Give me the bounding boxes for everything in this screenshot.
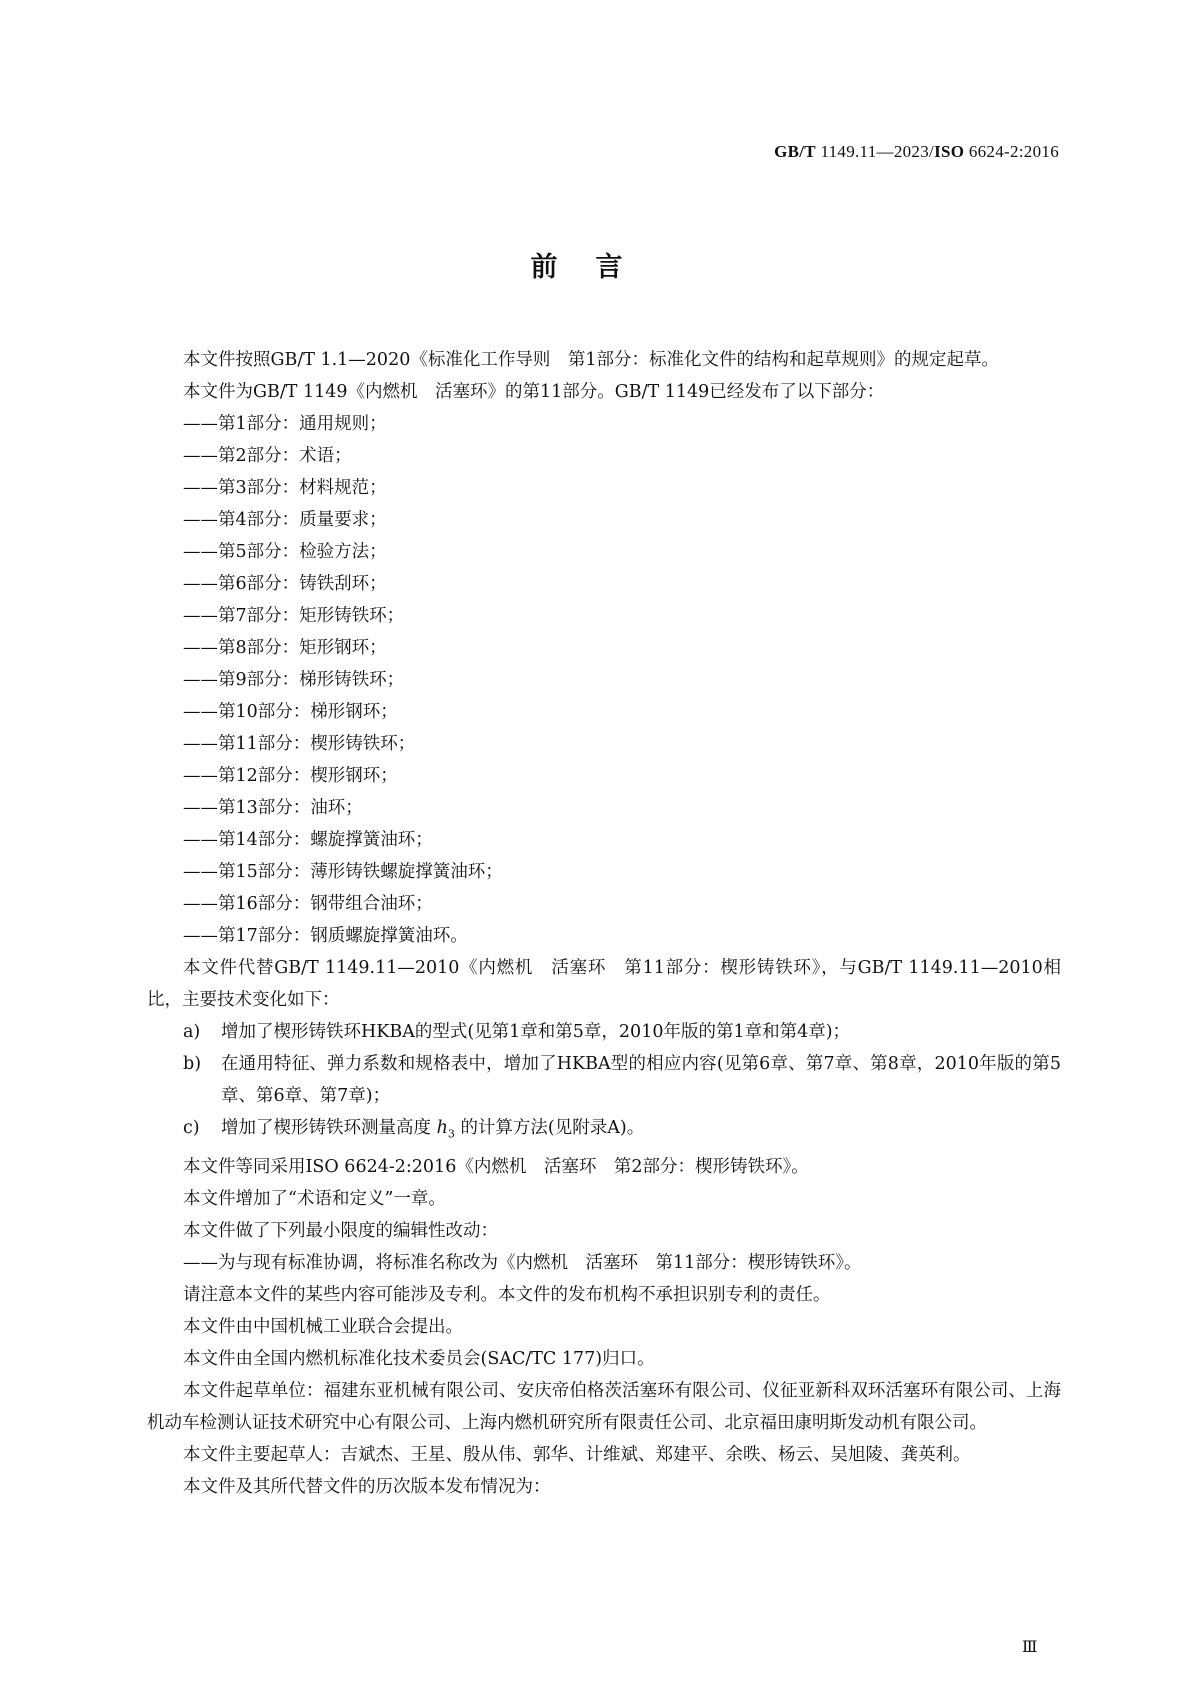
change-item-c — [147, 1112, 1061, 1151]
page-number: Ⅲ — [1022, 1639, 1038, 1656]
header-iso-number: 6624-2:2016 — [964, 142, 1059, 161]
change-marker: b) — [183, 1054, 202, 1074]
list-item-part: ——第3部分：材料规范； — [183, 478, 387, 498]
paragraph-drafting-rules: 本文件按照GB/T 1.1—2020《标准化工作导则 第1部分：标准化文件的结构和起草规则》的规定起草。 — [183, 350, 999, 370]
change-text-part: 增加了楔形铸铁环测量高度 — [221, 1118, 431, 1138]
change-item-b — [147, 1048, 1061, 1112]
list-item-editorial: ——为与现有标准协调，将标准名称改为《内燃机 活塞环 第11部分：楔形铸铁环》。 — [183, 1252, 862, 1273]
paragraph-identical-adoption: 本文件等同采用ISO 6624-2:2016《内燃机 活塞环 第2部分：楔形铸铁环》。 — [183, 1156, 809, 1177]
paragraph-drafters: 本文件主要起草人：吉斌杰、王星、殷从伟、郭华、计维斌、郑建平、余昳、杨云、吴旭陵、龚英利。 — [183, 1444, 971, 1465]
document-body — [147, 344, 1061, 1503]
paragraph-patent-notice: 请注意本文件的某些内容可能涉及专利。本文件的发布机构不承担识别专利的责任。 — [183, 1284, 831, 1305]
paragraph-replaces: 本文件代替GB/T 1149.11—2010《内燃机 活塞环 第11部分：楔形铸铁环》，与GB/T 1149.11—2010相比，主要技术变化如下： — [147, 958, 1061, 1010]
change-text: 在通用特征、弹力系数和规格表中，增加了HKBA型的相应内容(见第6章、第7章、第8章，2010年版的第5章、第6章、第7章)； — [221, 1054, 1061, 1106]
change-text-part: 的计算方法(见附录A)。 — [460, 1118, 645, 1138]
paragraph-proposer: 本文件由中国机械工业联合会提出。 — [183, 1316, 463, 1337]
list-item-part: ——第14部分：螺旋撑簧油环； — [183, 830, 433, 850]
list-item-part: ——第9部分：梯形铸铁环； — [183, 670, 405, 690]
list-item-part: ——第12部分：楔形钢环； — [183, 766, 398, 786]
change-marker: a) — [183, 1022, 201, 1042]
page-title: 前言 — [530, 252, 661, 283]
variable-subscript: 3 — [447, 1127, 455, 1141]
standard-number-header — [774, 142, 1059, 162]
list-item-part: ——第5部分：检验方法； — [183, 542, 387, 562]
list-item-part: ——第16部分：钢带组合油环； — [183, 894, 433, 914]
list-item-part: ——第2部分：术语； — [183, 446, 352, 466]
change-marker: c) — [183, 1118, 200, 1138]
list-item-part: ——第8部分：矩形钢环； — [183, 638, 387, 658]
list-item-part: ——第15部分：薄形铸铁螺旋撑簧油环； — [183, 862, 503, 882]
variable-h: h — [436, 1118, 448, 1138]
header-gbt: GB/T — [774, 142, 816, 161]
list-item-part: ——第10部分：梯形钢环； — [183, 702, 398, 722]
header-number: 1149.11—2023/ — [815, 142, 935, 161]
paragraph-administrator: 本文件由全国内燃机标准化技术委员会(SAC/TC 177)归口。 — [183, 1348, 655, 1369]
list-item-part: ——第7部分：矩形铸铁环； — [183, 606, 405, 626]
paragraph-terms-added: 本文件增加了“术语和定义”一章。 — [183, 1188, 446, 1209]
header-iso: ISO — [934, 142, 965, 161]
list-item-part: ——第1部分：通用规则； — [183, 414, 387, 434]
change-text — [221, 1112, 1061, 1151]
list-item-part: ——第4部分：质量要求； — [183, 510, 387, 530]
paragraph-drafting-units: 本文件起草单位：福建东亚机械有限公司、安庆帝伯格茨活塞环有限公司、仪征亚新科双环活塞环有限公司、上海机动车检测认证技术研究中心有限公司、上海内燃机研究所有限责任公司、北京福田康明斯发动机有限公司。 — [147, 1380, 1061, 1433]
list-item-part: ——第13部分：油环； — [183, 798, 363, 818]
paragraph-history: 本文件及其所代替文件的历次版本发布情况为： — [183, 1476, 551, 1497]
change-item-a — [147, 1016, 1061, 1048]
paragraph-editorial-changes: 本文件做了下列最小限度的编辑性改动： — [183, 1220, 498, 1241]
change-text: 增加了楔形铸铁环HKBA的型式(见第1章和第5章，2010年版的第1章和第4章)； — [221, 1022, 851, 1042]
list-item-part: ——第6部分：铸铁刮环； — [183, 574, 387, 594]
paragraph-series-intro: 本文件为GB/T 1149《内燃机 活塞环》的第11部分。GB/T 1149已经发布了以下部分： — [183, 382, 885, 402]
list-item-part: ——第17部分：钢质螺旋撑簧油环。 — [183, 926, 468, 946]
list-item-part: ——第11部分：楔形铸铁环； — [183, 734, 416, 754]
